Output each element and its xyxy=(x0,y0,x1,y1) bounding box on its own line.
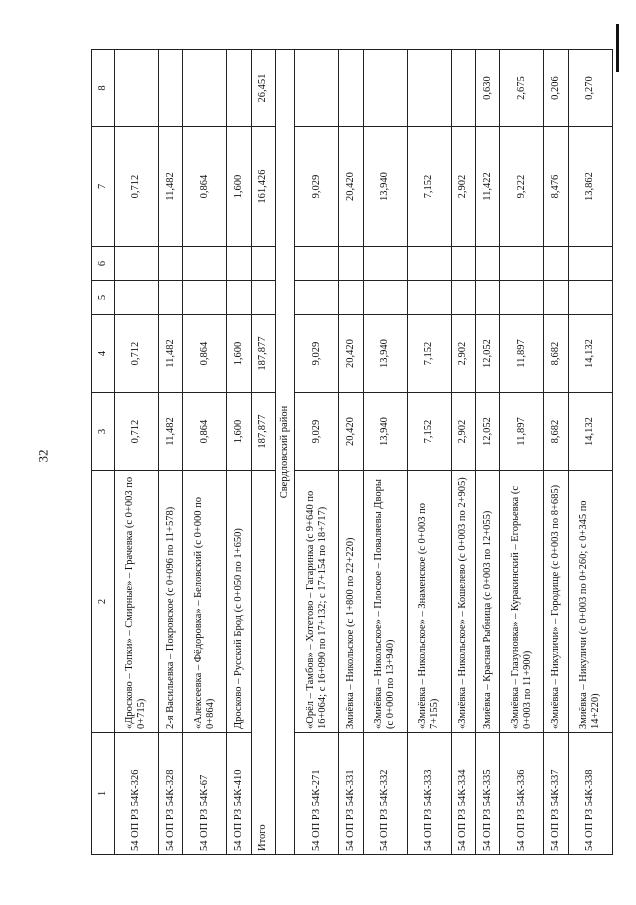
road-id-cell: 54 ОП РЗ 54К-271 xyxy=(295,733,339,855)
value-cell xyxy=(339,50,363,127)
value-cell: 0,630 xyxy=(476,50,500,127)
length-cell: 1,600 xyxy=(227,393,251,471)
total-cell: 187,877 xyxy=(251,315,275,393)
length-cell: 8,682 xyxy=(544,315,568,393)
value-cell xyxy=(451,281,475,315)
road-id-cell: 54 ОП РЗ 54К-333 xyxy=(407,733,451,855)
length-cell: 8,682 xyxy=(544,393,568,471)
road-id-cell: 54 ОП РЗ 54К-410 xyxy=(227,733,251,855)
road-id-cell: 54 ОП РЗ 54К-332 xyxy=(363,733,407,855)
length-cell: 0,864 xyxy=(183,393,227,471)
table-row xyxy=(476,50,500,855)
value-cell xyxy=(363,247,407,281)
header-cell: 6 xyxy=(92,247,115,281)
length-cell: 12,052 xyxy=(476,393,500,471)
header-row xyxy=(92,50,115,855)
total-row xyxy=(251,50,275,855)
value-cell xyxy=(568,281,612,315)
region-heading: Свердловский район xyxy=(276,50,295,855)
value-cell xyxy=(183,247,227,281)
value-cell xyxy=(158,281,182,315)
length-cell: 9,029 xyxy=(295,315,339,393)
road-id-cell: 54 ОП РЗ 54К-326 xyxy=(115,733,159,855)
value-cell xyxy=(115,281,159,315)
total-label: Итого xyxy=(251,471,275,855)
road-id-cell: 54 ОП РЗ 54К-335 xyxy=(476,733,500,855)
header-cell: 8 xyxy=(92,50,115,127)
road-name-cell: «Змиёвка – Никольское» – Знаменское (с 0+003 по 7+155) xyxy=(407,471,451,733)
value-cell xyxy=(295,50,339,127)
road-id-cell: 54 ОП РЗ 54К-328 xyxy=(158,733,182,855)
table-container xyxy=(91,50,613,855)
table-row xyxy=(568,50,612,855)
value-cell xyxy=(363,281,407,315)
road-name-cell: Дросково – Русский Брод (с 0+050 по 1+650) xyxy=(227,471,251,733)
value-cell xyxy=(407,281,451,315)
value-cell xyxy=(451,247,475,281)
total-cell: 187,877 xyxy=(251,393,275,471)
length-cell: 13,940 xyxy=(363,393,407,471)
table-row xyxy=(339,50,363,855)
value-cell: 2,675 xyxy=(500,50,544,127)
road-name-cell: Змиёвка – Никуличи (с 0+003 по 0+260; с 0+345 по 14+220) xyxy=(568,471,612,733)
table-body xyxy=(92,50,613,855)
length-cell: 11,482 xyxy=(158,393,182,471)
value-cell xyxy=(183,50,227,127)
value-cell xyxy=(158,247,182,281)
value-cell: 0,864 xyxy=(183,127,227,247)
header-cell: 4 xyxy=(92,315,115,393)
value-cell: 20,420 xyxy=(339,127,363,247)
road-name-cell: «Змиёвка – Глазуновка» – Куракинский – Егорьевка (с 0+003 по 11+900) xyxy=(500,471,544,733)
header-cell: 1 xyxy=(92,733,115,855)
road-id-cell: 54 ОП РЗ 54К-336 xyxy=(500,733,544,855)
value-cell xyxy=(476,281,500,315)
value-cell: 8,476 xyxy=(544,127,568,247)
table-row xyxy=(451,50,475,855)
total-cell: 26,451 xyxy=(251,50,275,127)
value-cell xyxy=(544,281,568,315)
length-cell: 14,132 xyxy=(568,315,612,393)
value-cell xyxy=(115,247,159,281)
length-cell: 11,897 xyxy=(500,315,544,393)
page-number: 32 xyxy=(35,449,51,463)
road-name-cell: «Алексеевка – Фёдоровка» – Беловский (с 0+000 по 0+864) xyxy=(183,471,227,733)
length-cell: 7,152 xyxy=(407,315,451,393)
length-cell: 9,029 xyxy=(295,393,339,471)
value-cell: 9,222 xyxy=(500,127,544,247)
table-row xyxy=(363,50,407,855)
value-cell xyxy=(451,50,475,127)
total-cell: 161,426 xyxy=(251,127,275,247)
value-cell xyxy=(339,281,363,315)
length-cell: 0,712 xyxy=(115,393,159,471)
road-id-cell: 54 ОП РЗ 54К-334 xyxy=(451,733,475,855)
road-name-cell: «Змиёвка – Никольское» – Плоское – Поваляевы Дворы (с 0+000 по 13+940) xyxy=(363,471,407,733)
length-cell: 2,902 xyxy=(451,315,475,393)
header-cell: 3 xyxy=(92,393,115,471)
road-id-cell: 54 ОП РЗ 54К-338 xyxy=(568,733,612,855)
value-cell xyxy=(115,50,159,127)
road-id-cell: 54 ОП РЗ 54К-331 xyxy=(339,733,363,855)
road-id-cell: 54 ОП РЗ 54К-67 xyxy=(183,733,227,855)
value-cell xyxy=(500,247,544,281)
table-row xyxy=(158,50,182,855)
table-row xyxy=(115,50,159,855)
value-cell xyxy=(295,281,339,315)
value-cell: 0,712 xyxy=(115,127,159,247)
table-row xyxy=(500,50,544,855)
value-cell: 1,600 xyxy=(227,127,251,247)
road-name-cell: «Змиёвка – Никуличи» – Городище (с 0+003 по 8+685) xyxy=(544,471,568,733)
value-cell xyxy=(544,247,568,281)
value-cell xyxy=(227,247,251,281)
value-cell: 0,206 xyxy=(544,50,568,127)
region-row xyxy=(276,50,295,855)
value-cell: 2,902 xyxy=(451,127,475,247)
length-cell: 11,897 xyxy=(500,393,544,471)
total-cell xyxy=(251,281,275,315)
table-row xyxy=(407,50,451,855)
length-cell: 20,420 xyxy=(339,393,363,471)
road-name-cell: 2-я Васильевка – Покровское (с 0+096 по 11+578) xyxy=(158,471,182,733)
table-row xyxy=(183,50,227,855)
table-row xyxy=(227,50,251,855)
margin-bar xyxy=(616,24,619,72)
value-cell: 11,482 xyxy=(158,127,182,247)
value-cell xyxy=(407,50,451,127)
road-name-cell: «Дросково – Топки» – Смирные» – Грачевка (с 0+003 по 0+715) xyxy=(115,471,159,733)
road-name-cell: Змиёвка – Красная Рыбница (с 0+003 по 12+055) xyxy=(476,471,500,733)
value-cell xyxy=(500,281,544,315)
value-cell xyxy=(227,281,251,315)
length-cell: 11,482 xyxy=(158,315,182,393)
value-cell: 13,862 xyxy=(568,127,612,247)
header-cell: 5 xyxy=(92,281,115,315)
length-cell: 7,152 xyxy=(407,393,451,471)
length-cell: 1,600 xyxy=(227,315,251,393)
value-cell xyxy=(407,247,451,281)
road-name-cell: Змиёвка – Никольское (с 1+800 по 22+220) xyxy=(339,471,363,733)
length-cell: 14,132 xyxy=(568,393,612,471)
value-cell xyxy=(339,247,363,281)
length-cell: 0,712 xyxy=(115,315,159,393)
value-cell xyxy=(568,247,612,281)
length-cell: 0,864 xyxy=(183,315,227,393)
length-cell: 20,420 xyxy=(339,315,363,393)
rotated-table-frame xyxy=(91,50,613,855)
value-cell xyxy=(158,50,182,127)
roads-table xyxy=(91,49,613,855)
length-cell: 2,902 xyxy=(451,393,475,471)
length-cell: 12,052 xyxy=(476,315,500,393)
value-cell xyxy=(295,247,339,281)
value-cell: 9,029 xyxy=(295,127,339,247)
value-cell xyxy=(183,281,227,315)
road-name-cell: «Змиёвка – Никольское» – Кошелево (с 0+003 по 2+905) xyxy=(451,471,475,733)
total-cell xyxy=(251,247,275,281)
value-cell xyxy=(476,247,500,281)
length-cell: 13,940 xyxy=(363,315,407,393)
road-id-cell: 54 ОП РЗ 54К-337 xyxy=(544,733,568,855)
value-cell: 7,152 xyxy=(407,127,451,247)
header-cell: 7 xyxy=(92,127,115,247)
table-row xyxy=(295,50,339,855)
value-cell xyxy=(227,50,251,127)
value-cell: 13,940 xyxy=(363,127,407,247)
table-row xyxy=(544,50,568,855)
header-cell: 2 xyxy=(92,471,115,733)
value-cell: 11,422 xyxy=(476,127,500,247)
value-cell xyxy=(363,50,407,127)
value-cell: 0,270 xyxy=(568,50,612,127)
road-name-cell: «Орёл – Тамбов» – Хотетово – Гагаринка (с 9+640 по 16+064; с 16+090 по 17+132; с 17+154 по 18+717) xyxy=(295,471,339,733)
